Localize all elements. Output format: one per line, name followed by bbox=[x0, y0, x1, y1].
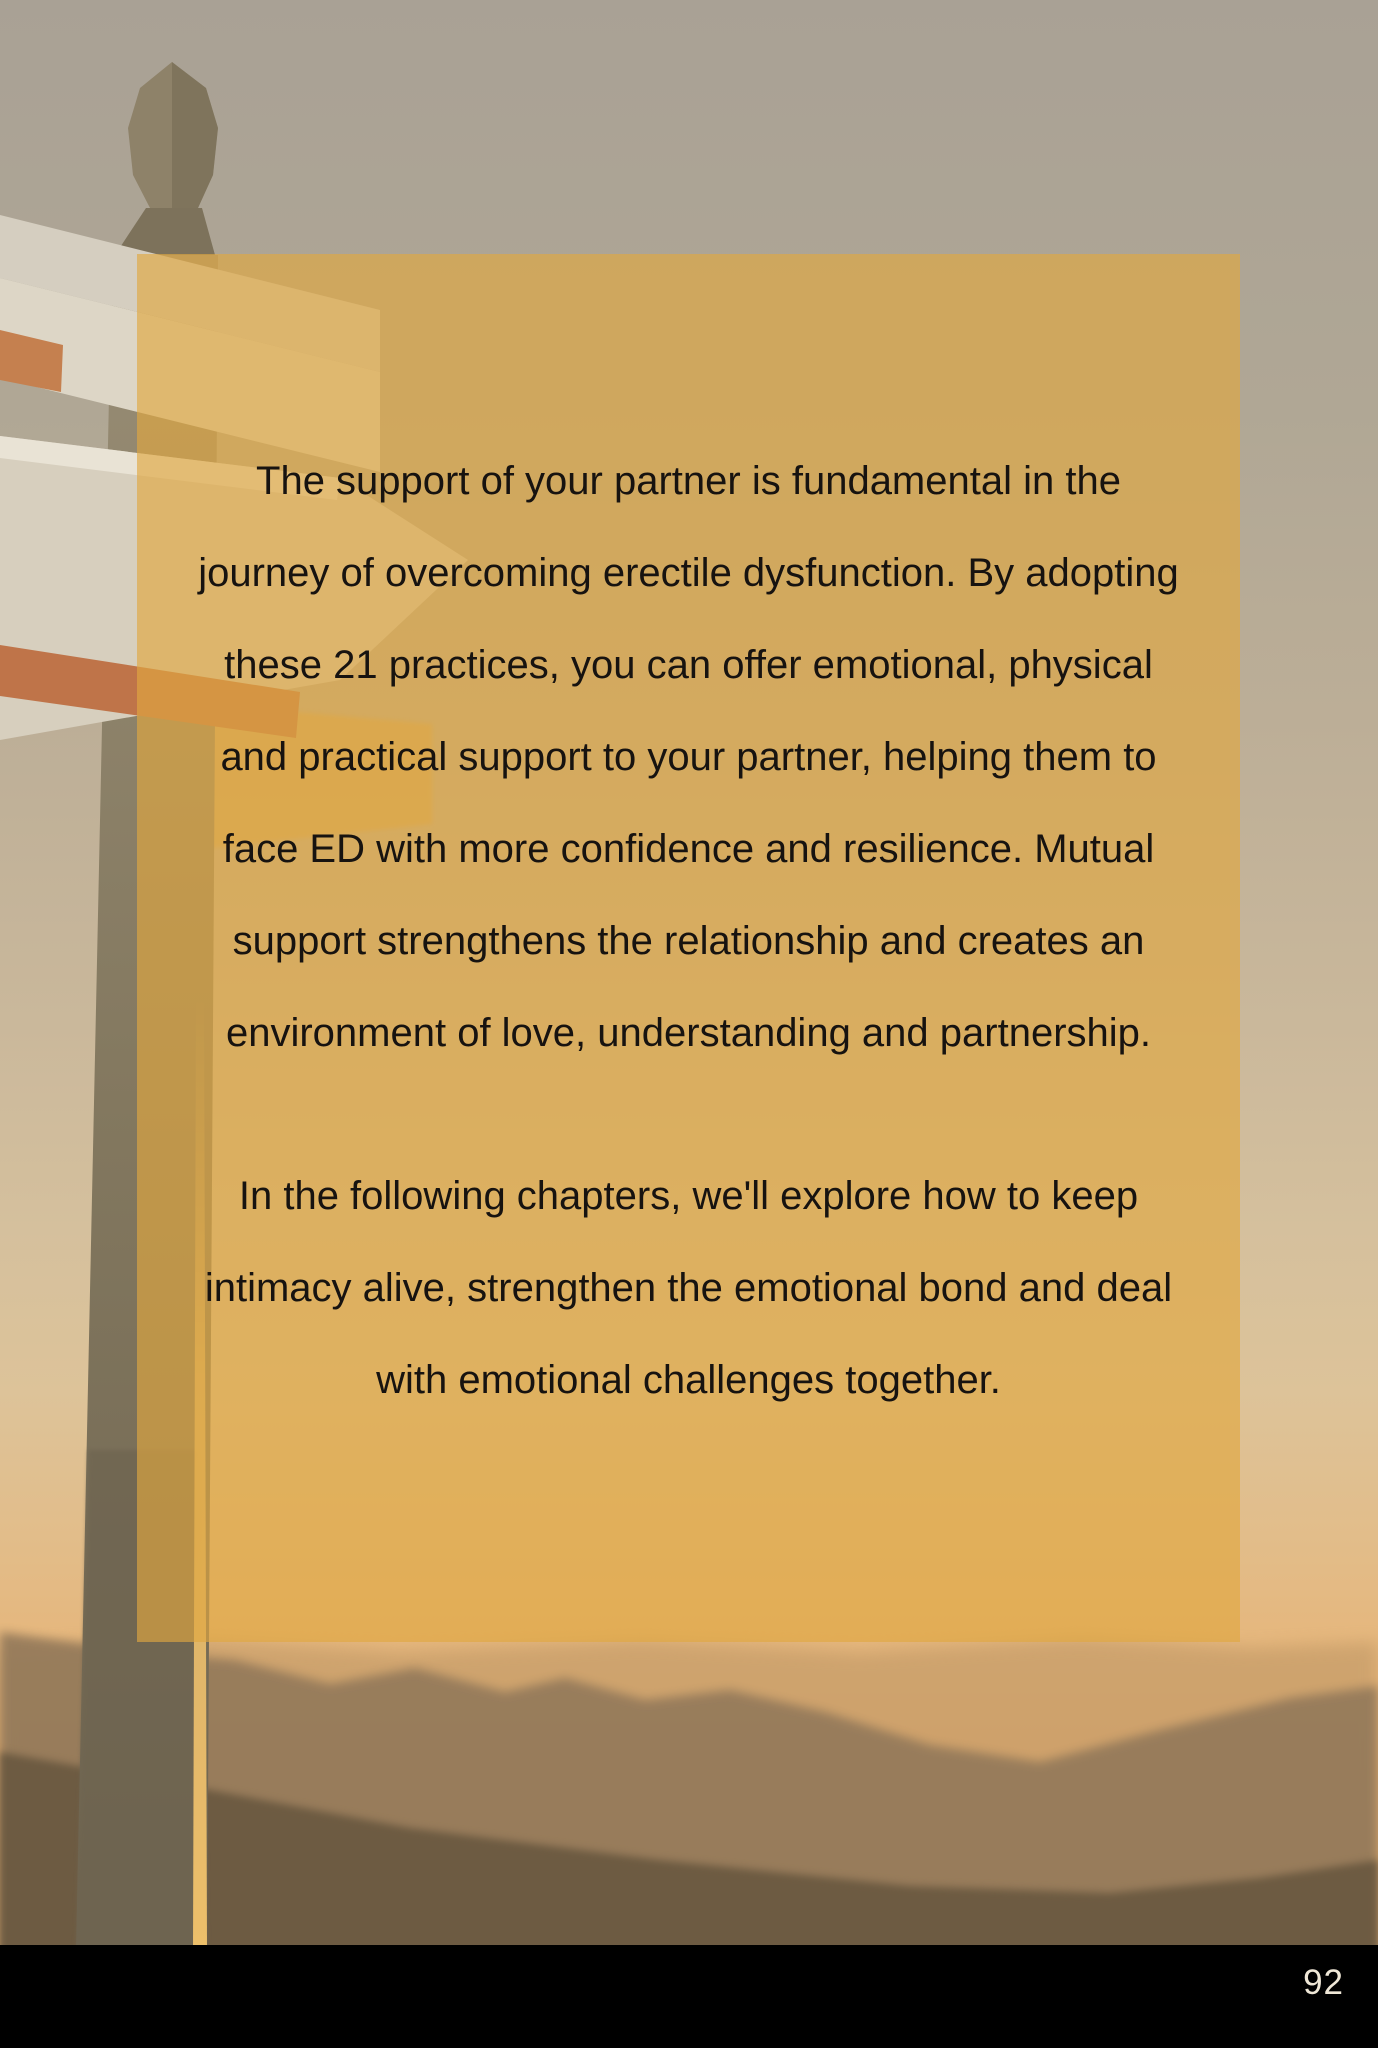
text-line: with emotional challenges together. bbox=[376, 1358, 1001, 1402]
text-line: The support of your partner is fundamental in the bbox=[256, 459, 1121, 503]
text-line: these 21 practices, you can offer emotional, physical bbox=[224, 643, 1153, 687]
text-line: face ED with more confidence and resilience. Mutual bbox=[222, 827, 1155, 871]
footer-bar bbox=[0, 1945, 1378, 2048]
paragraph-support bbox=[137, 435, 1240, 1079]
page-number: 92 bbox=[1303, 1963, 1344, 2002]
signpost-finial-shade bbox=[172, 62, 218, 208]
text-line: journey of overcoming erectile dysfunction. By adopting bbox=[198, 551, 1179, 595]
text-line: intimacy alive, strengthen the emotional bond and deal bbox=[204, 1266, 1173, 1310]
text-overlay-panel bbox=[137, 254, 1240, 1642]
text-line: and practical support to your partner, helping them to bbox=[220, 735, 1157, 779]
paragraph-next-chapters bbox=[137, 1150, 1240, 1426]
text-line: environment of love, understanding and partnership. bbox=[225, 1011, 1152, 1055]
text-line: In the following chapters, we'll explore how to keep bbox=[238, 1174, 1139, 1218]
text-line: support strengthens the relationship and creates an bbox=[232, 919, 1145, 963]
